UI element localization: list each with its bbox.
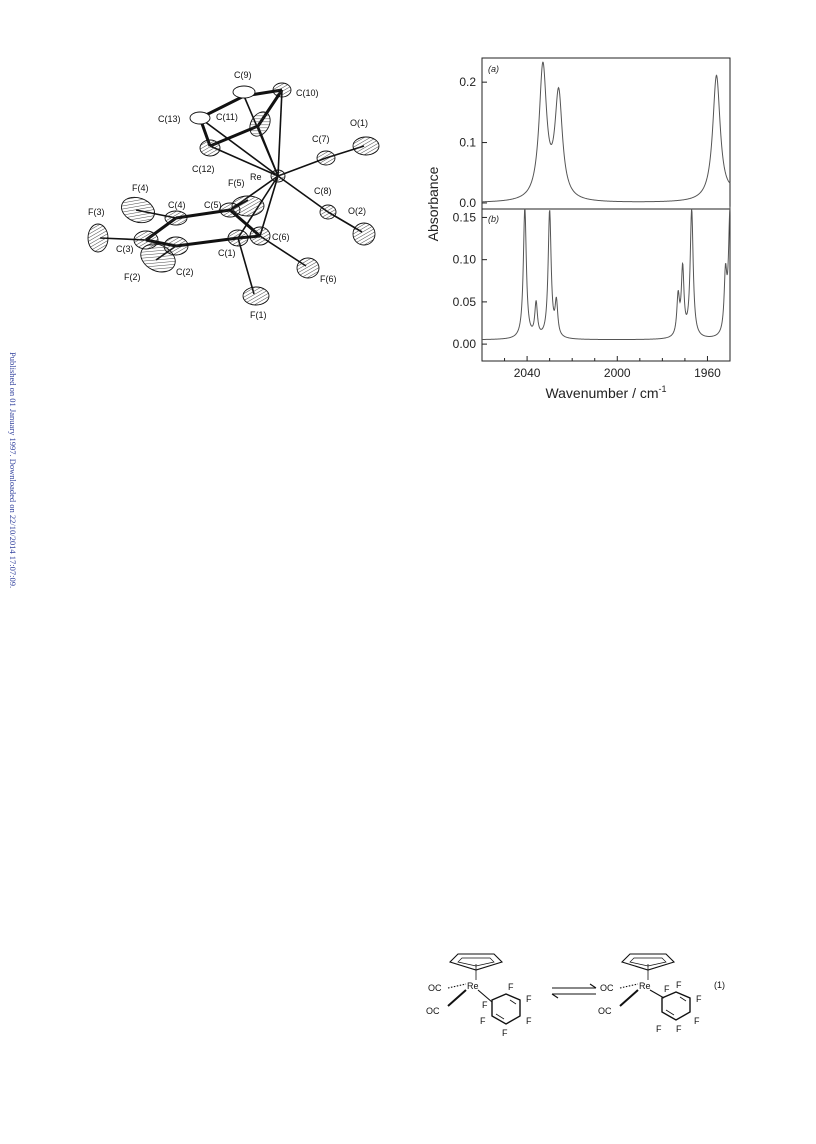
atom-ellipsoid xyxy=(250,227,270,245)
atom-ellipsoid xyxy=(228,230,248,246)
atom-ellipsoid xyxy=(165,211,187,225)
atom-label: C(5) xyxy=(204,200,222,210)
atom-label: C(7) xyxy=(312,134,330,144)
y-tick-label: 0.0 xyxy=(459,195,476,210)
re-label: Re xyxy=(639,981,651,991)
fluorine-label: F xyxy=(676,980,682,990)
y-tick-label: 0.1 xyxy=(459,135,476,150)
equation-number: (1) xyxy=(714,980,725,990)
y-tick-label: 0.00 xyxy=(452,337,476,352)
co-label: OC xyxy=(426,1006,440,1016)
x-tick-label: 1960 xyxy=(694,366,721,380)
atom-label: O(1) xyxy=(350,118,368,128)
atom-label: C(9) xyxy=(234,70,252,80)
panel-b-label: (b) xyxy=(488,214,499,224)
atom-ellipsoid xyxy=(220,203,240,217)
atom-ellipsoid xyxy=(246,108,275,140)
atom-label: Re xyxy=(250,172,262,182)
fluorine-label: F xyxy=(694,1016,700,1026)
atom-ellipsoid xyxy=(190,112,210,124)
atom-ellipsoid xyxy=(88,224,108,252)
co-label: OC xyxy=(428,983,442,993)
atom-ellipsoid xyxy=(200,140,220,156)
x-axis-label-sup: -1 xyxy=(658,384,667,394)
atom-label: C(1) xyxy=(218,248,236,258)
atom-ellipsoid xyxy=(320,205,336,219)
arene-ring xyxy=(662,992,690,1020)
reaction-scheme-svg xyxy=(420,940,750,1050)
co-bond xyxy=(620,984,638,988)
fluorine-label: F xyxy=(664,984,670,994)
x-tick-label: 2040 xyxy=(513,366,541,380)
co-bond xyxy=(448,984,466,988)
eq-arrow-forward-head xyxy=(590,984,596,988)
atom-ellipsoid xyxy=(297,258,319,278)
atom-label: C(10) xyxy=(296,88,319,98)
fluorine-label: F xyxy=(526,994,532,1004)
atom-label: O(2) xyxy=(348,206,366,216)
atom-ellipsoid xyxy=(317,151,335,165)
y-tick-label: 0.05 xyxy=(452,294,476,309)
atom-ellipsoid xyxy=(353,223,375,245)
fluorine-label: F xyxy=(526,1016,532,1026)
x-axis-label-text: Wavenumber / cm xyxy=(545,385,659,401)
panel-a-frame xyxy=(482,58,730,209)
atom-ellipsoid xyxy=(233,86,255,98)
co-bond xyxy=(448,990,466,1006)
atom-ellipsoid xyxy=(271,170,285,182)
spectrum-line-b xyxy=(482,207,730,340)
co-bond xyxy=(620,990,638,1006)
publication-note-text: Published on 01 January 1997. Downloaded on 22/10/2014 17:07:09. xyxy=(8,352,18,589)
fluorine-label: F xyxy=(676,1024,682,1034)
co-label: OC xyxy=(598,1006,612,1016)
eq-arrow-back-head xyxy=(552,994,558,998)
bond xyxy=(278,90,282,176)
atom-label: F(2) xyxy=(124,272,141,282)
atom-ellipsoid xyxy=(164,237,188,255)
atom-ellipsoid xyxy=(353,137,379,155)
x-tick-label: 2000 xyxy=(603,366,631,380)
ir-spectra-svg xyxy=(420,52,740,404)
atom-label: C(4) xyxy=(168,200,186,210)
bond xyxy=(238,238,254,294)
atom-label: F(4) xyxy=(132,183,149,193)
fluorine-label: F xyxy=(480,1016,486,1026)
fluorine-label: F xyxy=(656,1024,662,1034)
arene-double xyxy=(680,997,686,1001)
x-axis-label xyxy=(545,384,666,401)
atom-label: C(13) xyxy=(158,114,181,124)
atom-label: C(8) xyxy=(314,186,332,196)
reaction-scheme xyxy=(420,940,750,1050)
arene-ring xyxy=(492,994,520,1024)
atom-label: C(3) xyxy=(116,244,134,254)
publication-note xyxy=(4,352,18,652)
atom-label: C(6) xyxy=(272,232,290,242)
panel-a-label: (a) xyxy=(488,64,499,74)
fluorine-label: F xyxy=(502,1028,508,1038)
atom-label: C(11) xyxy=(216,112,238,122)
atom-ellipsoid xyxy=(243,287,269,305)
fluorine-label: F xyxy=(482,1000,488,1010)
co-label: OC xyxy=(600,983,614,993)
atom-label: C(12) xyxy=(192,164,215,174)
re-arene-bond xyxy=(650,990,664,998)
y-axis-label: Absorbance xyxy=(425,166,441,242)
atom-label: F(5) xyxy=(228,178,245,188)
atom-ellipsoid xyxy=(118,193,158,227)
y-tick-label: 0.2 xyxy=(459,75,476,90)
spectrum-line-a xyxy=(482,62,730,202)
re-label: Re xyxy=(467,981,479,991)
atom-label: F(3) xyxy=(88,207,105,217)
ir-spectra-figure xyxy=(420,52,740,404)
atom-label: F(1) xyxy=(250,310,267,320)
atom-ellipsoid xyxy=(273,83,291,97)
arene-double xyxy=(510,1000,516,1004)
crystal-structure-figure xyxy=(78,60,398,330)
fluorine-label: F xyxy=(696,994,702,1004)
crystal-structure-svg xyxy=(78,60,398,330)
fluorine-label: F xyxy=(508,982,514,992)
y-tick-label: 0.10 xyxy=(452,252,476,267)
y-tick-label: 0.15 xyxy=(452,210,476,225)
atom-label: C(2) xyxy=(176,267,194,277)
atom-label: F(6) xyxy=(320,274,337,284)
